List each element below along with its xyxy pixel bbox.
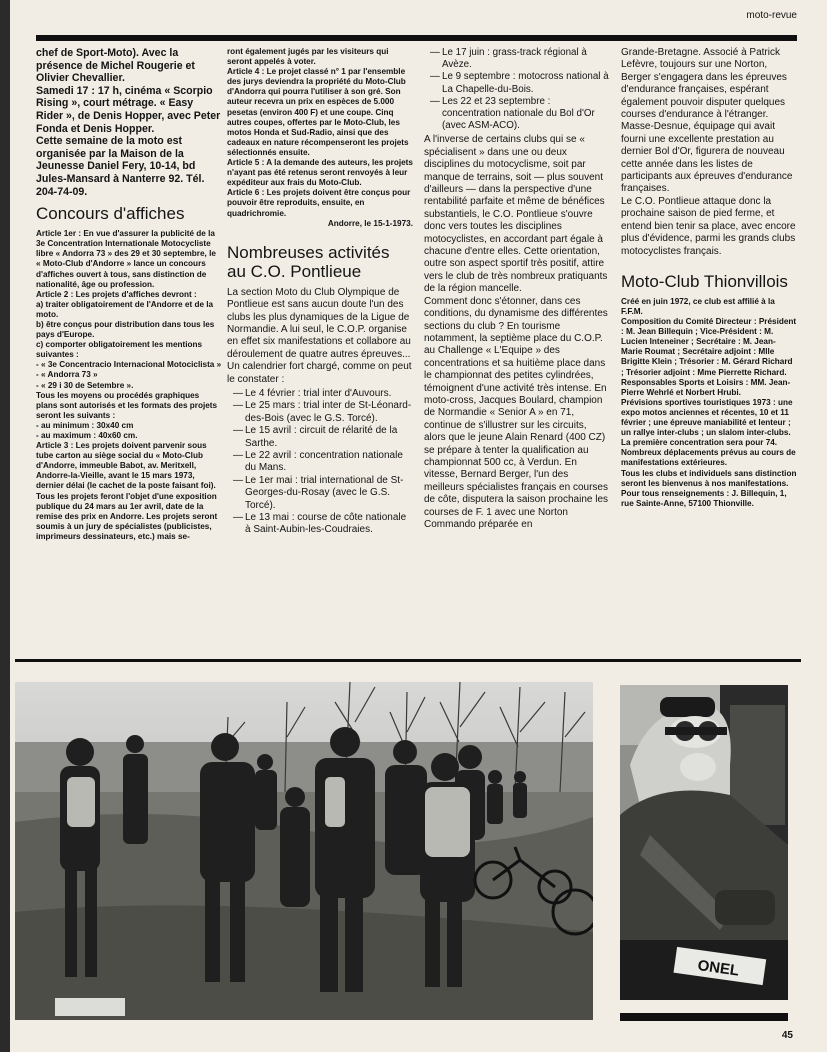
- pontlieue-paragraph-1: La section Moto du Club Olympique de Pontlieue est sans aucun doute l'un des clubs les plus dynamiques de la Ligue de Normandie. A lui seul, le C.O.P. organise en effet six manifestations et collabore au déroulement de quatre autres épreuves... Un calendrier fort chargé, comme on peut le constater :: [227, 286, 412, 385]
- sign-text: ONEL: [696, 956, 741, 980]
- article-2a: a) traiter obligatoirement de l'Andorre et de la moto.: [36, 299, 214, 319]
- rider-photo: [620, 685, 788, 1000]
- calendar-item: — Le 1er mai : trial international de St-Georges-du-Rosay (avec le G.S. Torcé).: [233, 475, 413, 512]
- club-committee: Composition du Comité Directeur : Président : M. Jean Billequin ; Vice-Président : M. Lucien Inteneiner ; Secrétaire : M. Jean-Marie Roumat ; Secrétaire adjoint : Mlle Brigitte Klein ; Trésorier : M. Gérard Richard ; Trésorier adjoint : Mme Pierrette Richard.: [621, 317, 797, 377]
- article-3: Article 3 : Les projets doivent parvenir sous tube carton au siège social du « Moto-Club d'Andorre, immeuble Babot, av. Meritxell, Andorre-la-Vieille, avant le 15 mars 1973, dernier délai (le cachet de la poste faisant foi).: [36, 441, 216, 491]
- formats-paragraph: Tous les moyens ou procédés graphiques plans sont autorisés et les formats des projets seront les suivants :: [36, 390, 218, 420]
- club-plans: Prévisions sportives touristiques 1973 : une expo motos anciennes et récentes, 10 et 11 février ; une épreuve maniabilité et lenteur ; un rallye inter-clubs ; un slalom inter-clubs.: [621, 397, 793, 438]
- mention-3: - « 29 i 30 de Setembre ».: [36, 380, 134, 390]
- crowd-photo: [15, 682, 593, 1020]
- club-concentration: La première concentration sera pour 74. Nombreux déplacements prévus au cours de manifestations extérieures.: [621, 438, 796, 468]
- pontlieue-paragraph-5: Le C.O. Pontlieue attaque donc la prochaine saison de pied ferme, et entend bien tenir sa place, avec encore plus d'évidence, parmi les grands clubs motocyclistes français.: [621, 195, 796, 257]
- page-number: 45: [781, 1030, 793, 1041]
- article-5: Article 5 : A la demande des auteurs, les projets n'ayant pas été retenus seront renvoyés à leur expéditeur aux frais du Moto-Club.: [227, 158, 413, 188]
- calendar-item: — Les 22 et 23 septembre : concentration nationale du Bol d'Or (avec ASM-ACO).: [430, 96, 610, 133]
- article-4: Article 4 : Le projet classé n° 1 par l'ensemble des jurys deviendra la propriété du Moto-Club d'Andorra qui pourra l'utiliser à son gré. Son auteur recevra un prix en espèces de 5.000 pesetas (environ 400 F) et une coupe. Cinq autres coupes, offertes par le Moto-Club, les motos Honda et Sud-Radio, ainsi que des cadeaux en nature récompenseront les projets sélectionnés ensuite.: [227, 67, 409, 157]
- column-2: [227, 47, 413, 657]
- page-edge: [0, 0, 10, 1052]
- mention-1: - « 3e Concentracio Internacional Motociclista »: [36, 360, 222, 370]
- pontlieue-paragraph-2: A l'inverse de certains clubs qui se « spécialisent » dans une ou deux disciplines du motocyclisme, soit par manque de terrains, soit — plus souvent d'ailleurs — dans la perspective d'une rentabilité parfaite et même de bénéfices substantiels, le C.O. Pontlieue s'ouvre donc vers toutes les disciplines motocyclistes, en accordant part égale à chacune d'entre elles. Cette orientation, outre son aspect sportif très positif, attire vers le club de très nombreux pratiquants de la région mancelle.: [424, 134, 608, 295]
- calendar-item: — Le 9 septembre : motocross national à La Chapelle-du-Bois.: [430, 71, 610, 95]
- signature-date: Andorre, le 15-1-1973.: [327, 218, 413, 228]
- column-4: [621, 47, 797, 657]
- club-managers: Responsables Sports et Loisirs : MM. Jean-Pierre Wehrlé et Norbert Hrubi.: [621, 377, 791, 397]
- mention-2: - « Andorra 73 »: [36, 370, 98, 380]
- calendar-item: — Le 4 février : trial inter d'Auvours.: [233, 388, 413, 400]
- article-2: Article 2 : Les projets d'affiches devront :: [36, 289, 197, 299]
- heading-pontlieue: Nombreuses activités au C.O. Pontlieue: [227, 242, 390, 281]
- calendar-item: — Le 15 avril : circuit de rélarité de la Sarthe.: [233, 425, 413, 450]
- magazine-name: moto-revue: [746, 10, 797, 21]
- middle-rule: [15, 659, 801, 662]
- calendar-item: — Le 17 juin : grass-track régional à Avèze.: [430, 47, 610, 71]
- heading-thionvillois: Moto-Club Thionvillois: [621, 271, 788, 291]
- calendar-item: — Le 22 avril : concentration nationale du Mans.: [233, 450, 413, 475]
- format-max: - au maximum : 40x60 cm.: [36, 431, 138, 440]
- column-1: [36, 47, 222, 657]
- calendar-list-1: [227, 388, 413, 537]
- calendar-item: — Le 25 mars : trial inter de St-Léonard-des-Bois (avec le G.S. Torcé).: [233, 400, 413, 425]
- exposition-paragraph: Tous les projets feront l'objet d'une exposition publique du 24 mars au 1er avril, date de la remise des prix en Andorre. Les projets seront soumis à un jury de spécialistes (publicistes, imprimeurs dessinateurs, etc.) mais se-: [36, 491, 218, 541]
- top-rule: [36, 35, 797, 41]
- column-3: [424, 47, 610, 657]
- article-2b: b) être conçus pour distribution dans tous les pays d'Europe.: [36, 319, 215, 340]
- club-created: Créé en juin 1972, ce club est affilié à la F.F.M.: [621, 296, 775, 316]
- calendar-list-2: [424, 47, 610, 132]
- article-6: Article 6 : Les projets doivent être conçus pour pouvoir être reproduits, ensuite, en quadrichromie.: [227, 188, 411, 218]
- intro-paragraph: chef de Sport-Moto). Avec la présence de Michel Rougerie et Olivier Chevallier.: [36, 47, 195, 85]
- format-min: - au minimum : 30x40 cm: [36, 420, 134, 430]
- pontlieue-paragraph-4: Grande-Bretagne. Associé à Patrick Lefèvre, toujours sur une Norton, Berger s'engagera dans les épreuves d'endurance françaises, espérant également pouvoir disputer quelques courses d'endurance à l'étranger. Masse-Desnue, équipage qui avait fourni une excellente prestation au dernier Bol d'Or, figurera de nouveau cette année dans les listes de participants aux épreuves d'endurance françaises.: [621, 47, 793, 195]
- club-welcome: Tous les clubs et individuels sans distinction seront les bienvenus à nos manifestations.: [621, 468, 797, 488]
- calendar-item: — Le 13 mai : course de côte nationale à Saint-Aubin-les-Coudraies.: [233, 512, 413, 537]
- samedi-paragraph: Samedi 17 : 17 h, cinéma « Scorpio Rising », court métrage. « Easy Rider », de Denis Hopper, avec Peter Fonda et Denis Hopper.: [36, 84, 221, 135]
- club-contact: Pour tous renseignements : J. Billequin, 1, rue Sainte-Anne, 57100 Thionville.: [621, 488, 787, 508]
- pontlieue-paragraph-3: Comment donc s'étonner, dans ces conditions, du dynamisme des différentes sections du club ? En tourisme notamment, la septième place du C.O.P. au Challenge « L'Equipe » des concentrations et sa huitième place dans le championnat des petites cylindrées, témoignent d'une activité très intense. En moto-cross, Jacques Boulard, champion de Normandie « Senior A » en 71, continue de s'illustrer sur les circuits, alors que le jeune Alain Renard (400 CZ) se prépare à tenter la qualification au championnat 500 cc, à Verdun. En vitesse, Bernard Berger, l'un des meilleurs spécialistes français en courses de côte, disputera la saison prochaine les courses de F. 1 avec une Norton Commando préparée en: [424, 295, 609, 531]
- semaine-paragraph: Cette semaine de la moto est organisée par la Maison de la Jeunesse Daniel Fery, 10-14, bd Jules-Mansard à Nanterre 92. Tél. 204-74-09.: [36, 135, 205, 198]
- article-1: Article 1er : En vue d'assurer la publicité de la 3e Concentration Internationale Motocycliste libre « Andorra 73 » des 29 et 30 septembre, le « Moto-Club d'Andorre » lance un concours d'affiches ouvert à tous, sans distinction de nationalité, âge ou profession.: [36, 229, 216, 289]
- heading-concours: Concours d'affiches: [36, 204, 185, 224]
- bottom-rule: [620, 1013, 788, 1021]
- continuation-paragraph: ront également jugés par les visiteurs qui seront appelés à voter.: [227, 47, 389, 67]
- article-2c: c) comporter obligatoirement les mentions suivantes :: [36, 340, 203, 360]
